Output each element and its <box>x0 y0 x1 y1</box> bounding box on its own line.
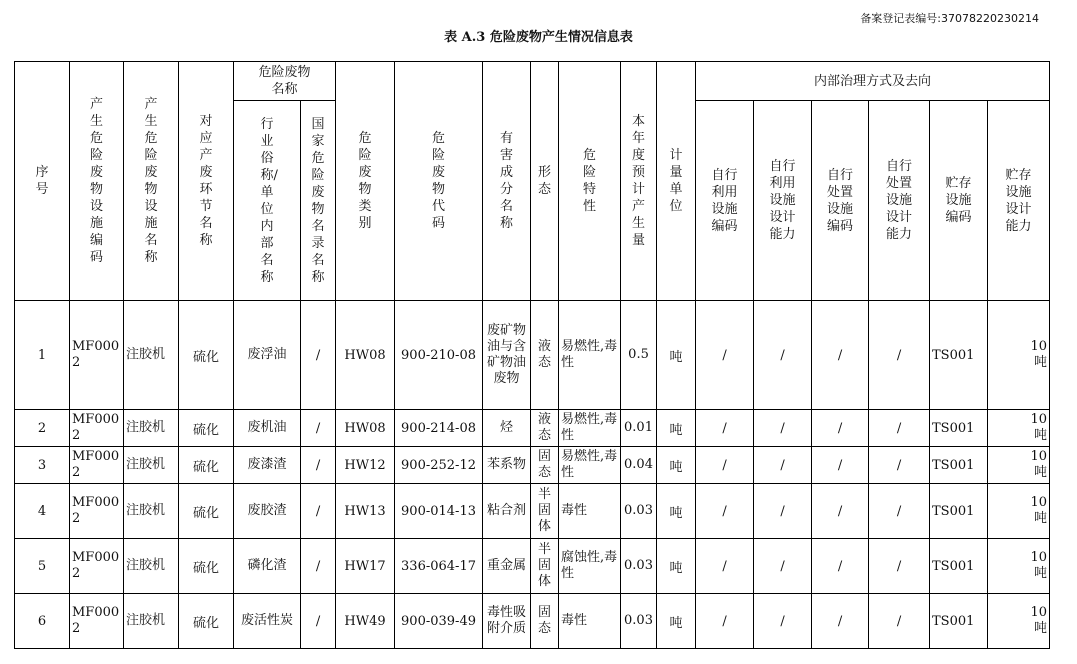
header-storage-capacity: 贮存设施设计能力 <box>988 101 1050 301</box>
cell-national-name: / <box>301 410 336 447</box>
cell-amount: 0.04 <box>621 447 657 484</box>
cell-facility-code: MF0002 <box>70 539 124 594</box>
cell-hazard: 腐蚀性,毒性 <box>559 539 621 594</box>
header-process-name: 对应产废环节名称 <box>179 62 234 301</box>
header-industry-name: 行业俗称/单位内部名称 <box>234 101 301 301</box>
cell-code: 336-064-17 <box>395 539 483 594</box>
cell-self-disposal-code: / <box>812 447 869 484</box>
cell-hazard: 易燃性,毒性 <box>559 301 621 410</box>
cell-industry-name: 磷化渣 <box>234 539 301 594</box>
cell-self-use-capacity: / <box>754 447 812 484</box>
cell-storage-code: TS001 <box>930 484 988 539</box>
cell-storage-code: TS001 <box>930 447 988 484</box>
table-row <box>15 594 1050 649</box>
cell-components: 重金属 <box>483 539 531 594</box>
cell-facility-code: MF0002 <box>70 484 124 539</box>
cell-facility-name: 注胶机 <box>124 301 179 410</box>
cell-storage-capacity: 10吨 <box>988 447 1050 484</box>
cell-industry-name: 废漆渣 <box>234 447 301 484</box>
cell-self-disposal-code: / <box>812 539 869 594</box>
cell-self-disposal-capacity: / <box>869 447 930 484</box>
cell-industry-name: 废浮油 <box>234 301 301 410</box>
cell-national-name: / <box>301 594 336 649</box>
cell-code: 900-014-13 <box>395 484 483 539</box>
cell-national-name: / <box>301 301 336 410</box>
cell-code: 900-039-49 <box>395 594 483 649</box>
cell-seq: 6 <box>15 594 70 649</box>
cell-national-name: / <box>301 484 336 539</box>
cell-amount: 0.01 <box>621 410 657 447</box>
cell-storage-capacity: 10吨 <box>988 484 1050 539</box>
cell-amount: 0.03 <box>621 484 657 539</box>
cell-form: 液态 <box>531 301 559 410</box>
header-internal-group: 内部治理方式及去向 <box>696 62 1050 101</box>
cell-code: 900-210-08 <box>395 301 483 410</box>
cell-seq: 5 <box>15 539 70 594</box>
header-unit: 计量单位 <box>657 62 696 301</box>
cell-process: 硫化 <box>179 484 234 539</box>
cell-self-disposal-capacity: / <box>869 594 930 649</box>
cell-facility-name: 注胶机 <box>124 594 179 649</box>
cell-form: 液态 <box>531 410 559 447</box>
cell-self-use-capacity: / <box>754 410 812 447</box>
cell-process: 硫化 <box>179 410 234 447</box>
cell-amount: 0.03 <box>621 594 657 649</box>
registration-number: 备案登记表编号:37078220230214 <box>860 12 1039 25</box>
cell-form: 固态 <box>531 594 559 649</box>
cell-self-use-capacity: / <box>754 594 812 649</box>
cell-self-disposal-capacity: / <box>869 484 930 539</box>
cell-process: 硫化 <box>179 301 234 410</box>
cell-national-name: / <box>301 539 336 594</box>
cell-self-disposal-code: / <box>812 594 869 649</box>
cell-facility-code: MF0002 <box>70 301 124 410</box>
cell-process: 硫化 <box>179 539 234 594</box>
cell-industry-name: 废胶渣 <box>234 484 301 539</box>
header-self-disposal-capacity: 自行处置设施设计能力 <box>869 101 930 301</box>
cell-unit: 吨 <box>657 447 696 484</box>
cell-self-use-capacity: / <box>754 484 812 539</box>
cell-unit: 吨 <box>657 410 696 447</box>
table-title: 表 A.3 危险废物产生情况信息表 <box>444 30 633 45</box>
cell-storage-capacity: 10吨 <box>988 410 1050 447</box>
cell-self-use-code: / <box>696 484 754 539</box>
header-facility-code: 产生危险废物设施编码 <box>70 62 124 301</box>
cell-seq: 2 <box>15 410 70 447</box>
cell-facility-code: MF0002 <box>70 447 124 484</box>
table-row <box>15 447 1050 484</box>
cell-code: 900-252-12 <box>395 447 483 484</box>
cell-facility-code: MF0002 <box>70 410 124 447</box>
cell-category: HW08 <box>336 410 395 447</box>
cell-self-use-code: / <box>696 447 754 484</box>
cell-form: 半固体 <box>531 539 559 594</box>
cell-self-disposal-capacity: / <box>869 410 930 447</box>
cell-hazard: 易燃性,毒性 <box>559 410 621 447</box>
cell-seq: 4 <box>15 484 70 539</box>
cell-unit: 吨 <box>657 539 696 594</box>
cell-unit: 吨 <box>657 301 696 410</box>
header-category: 危险废物类别 <box>336 62 395 301</box>
cell-storage-capacity: 10吨 <box>988 594 1050 649</box>
cell-storage-code: TS001 <box>930 539 988 594</box>
cell-facility-name: 注胶机 <box>124 447 179 484</box>
header-self-use-code: 自行利用设施编码 <box>696 101 754 301</box>
cell-form: 半固体 <box>531 484 559 539</box>
cell-form: 固态 <box>531 447 559 484</box>
header-code: 危险废物代码 <box>395 62 483 301</box>
cell-amount: 0.5 <box>621 301 657 410</box>
cell-storage-capacity: 10吨 <box>988 539 1050 594</box>
header-self-use-capacity: 自行利用设施设计能力 <box>754 101 812 301</box>
cell-category: HW17 <box>336 539 395 594</box>
cell-self-disposal-capacity: / <box>869 301 930 410</box>
header-annual-amount: 本年度预计产生量 <box>621 62 657 301</box>
cell-components: 毒性吸附介质 <box>483 594 531 649</box>
header-waste-name-group: 危险废物名称 <box>234 62 336 101</box>
cell-storage-code: TS001 <box>930 301 988 410</box>
cell-self-use-code: / <box>696 301 754 410</box>
table-body <box>15 301 1050 649</box>
cell-process: 硫化 <box>179 447 234 484</box>
cell-components: 废矿物油与含矿物油废物 <box>483 301 531 410</box>
cell-seq: 1 <box>15 301 70 410</box>
table-row <box>15 539 1050 594</box>
cell-category: HW12 <box>336 447 395 484</box>
cell-self-use-capacity: / <box>754 301 812 410</box>
header-national-name: 国家危险废物名录名称 <box>301 101 336 301</box>
hazardous-waste-table <box>14 61 1050 649</box>
header-hazard-property: 危险特性 <box>559 62 621 301</box>
cell-self-use-code: / <box>696 594 754 649</box>
cell-self-use-code: / <box>696 539 754 594</box>
cell-storage-code: TS001 <box>930 410 988 447</box>
table-row <box>15 301 1050 410</box>
cell-facility-name: 注胶机 <box>124 539 179 594</box>
cell-self-disposal-capacity: / <box>869 539 930 594</box>
cell-unit: 吨 <box>657 594 696 649</box>
cell-code: 900-214-08 <box>395 410 483 447</box>
table-row <box>15 410 1050 447</box>
cell-hazard: 毒性 <box>559 594 621 649</box>
cell-amount: 0.03 <box>621 539 657 594</box>
cell-hazard: 毒性 <box>559 484 621 539</box>
table-row <box>15 484 1050 539</box>
cell-self-use-code: / <box>696 410 754 447</box>
cell-seq: 3 <box>15 447 70 484</box>
cell-hazard: 易燃性,毒性 <box>559 447 621 484</box>
cell-unit: 吨 <box>657 484 696 539</box>
cell-category: HW49 <box>336 594 395 649</box>
cell-category: HW08 <box>336 301 395 410</box>
header-storage-code: 贮存设施编码 <box>930 101 988 301</box>
header-form: 形态 <box>531 62 559 301</box>
cell-self-disposal-code: / <box>812 301 869 410</box>
cell-storage-capacity: 10吨 <box>988 301 1050 410</box>
cell-process: 硫化 <box>179 594 234 649</box>
cell-national-name: / <box>301 447 336 484</box>
header-facility-name: 产生危险废物设施名称 <box>124 62 179 301</box>
header-seq: 序号 <box>15 62 70 301</box>
cell-industry-name: 废机油 <box>234 410 301 447</box>
cell-components: 烃 <box>483 410 531 447</box>
header-hazardous-components: 有害成分名称 <box>483 62 531 301</box>
cell-industry-name: 废活性炭 <box>234 594 301 649</box>
cell-components: 粘合剂 <box>483 484 531 539</box>
cell-self-disposal-code: / <box>812 410 869 447</box>
cell-self-use-capacity: / <box>754 539 812 594</box>
header-self-disposal-code: 自行处置设施编码 <box>812 101 869 301</box>
cell-facility-code: MF0002 <box>70 594 124 649</box>
cell-facility-name: 注胶机 <box>124 410 179 447</box>
cell-components: 苯系物 <box>483 447 531 484</box>
cell-facility-name: 注胶机 <box>124 484 179 539</box>
cell-category: HW13 <box>336 484 395 539</box>
cell-self-disposal-code: / <box>812 484 869 539</box>
cell-storage-code: TS001 <box>930 594 988 649</box>
